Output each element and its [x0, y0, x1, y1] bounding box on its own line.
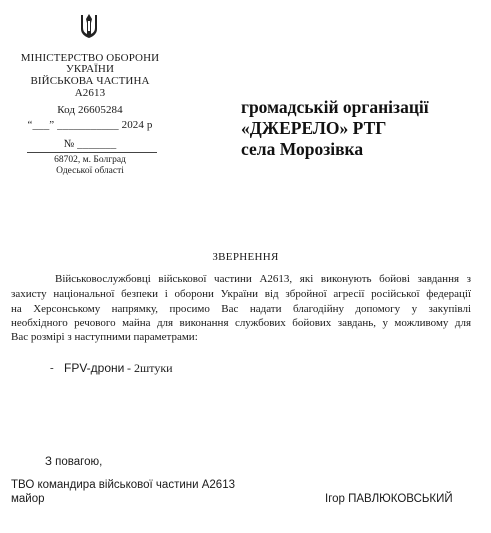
addressee-line-3: села Морозівка	[241, 139, 364, 159]
header-divider	[27, 152, 157, 153]
ministry-name: МІНІСТЕРСТВО ОБОРОНИ	[20, 52, 160, 64]
body-line-3: на Херсонському напрямку, просимо Вас надати благодійну допомогу у закупівлі	[11, 303, 471, 315]
addressee-line-1: громадській організації	[241, 97, 429, 117]
document-title: ЗВЕРНЕННЯ	[212, 251, 279, 263]
list-item-quantity: - 2штуки	[127, 361, 173, 375]
signer-name: Ігор ПАВЛЮКОВСЬКИЙ	[325, 493, 453, 505]
date-line	[0, 119, 180, 131]
document-number: № _______	[63, 138, 117, 150]
unit-type: ВІЙСЬКОВА ЧАСТИНА	[30, 75, 150, 87]
body-line-2: захисту національної безпеки і оборони України від збройної агресії російської федерації	[11, 288, 471, 300]
signer-title: ТВО командира військової частини А2613	[11, 479, 235, 491]
body-line-5: Вас розмірі з наступними параметрами:	[11, 331, 198, 343]
addressee-line-2: «ДЖЕРЕЛО» РТГ	[241, 118, 387, 138]
signer-rank: майор	[11, 493, 45, 505]
body-line-1: Військовослужбовці військової частини А2613, які виконують бойові завдання з	[55, 273, 471, 285]
country-name: УКРАЇНИ	[65, 63, 115, 75]
closing-regards: З повагою,	[45, 456, 103, 468]
date-year: 2024 р	[121, 119, 153, 131]
body-line-4: необхідного речового майна для виконання службових бойових завдань, у можливому для	[11, 317, 471, 329]
address-line-2: Одеської області	[56, 166, 124, 176]
unit-code: А2613	[74, 87, 106, 99]
date-day: “___”	[27, 119, 55, 131]
date-month: ___________	[57, 119, 119, 131]
organization-code: Код 26605284	[57, 104, 123, 116]
address-line-1: 68702, м. Болград	[54, 155, 126, 165]
list-item-name: FPV-дрони	[64, 361, 125, 375]
list-bullet: -	[50, 362, 54, 374]
coat-of-arms-icon	[80, 13, 98, 39]
